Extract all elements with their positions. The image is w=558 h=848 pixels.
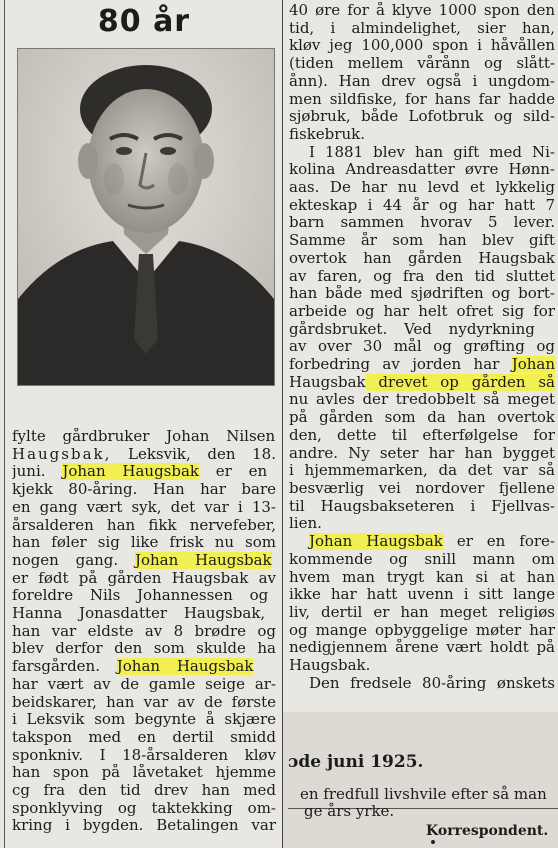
text-line: nedigjennem årene vært holdt på	[289, 639, 555, 657]
text-line: takspon med en dertil smidd	[12, 728, 276, 746]
text-line: Haugsbak.	[289, 657, 371, 675]
text-line: Johan Haugsbak er en fore-	[309, 533, 555, 551]
text-line: av faren, og fra den tid sluttet	[289, 267, 555, 285]
text-line: i Leksvik som begynte å skjære	[12, 711, 276, 729]
text-line: han føler sig like frisk nu som	[12, 534, 276, 552]
right-column-text	[289, 2, 555, 692]
text-line: beidskarer, han var av de første	[12, 693, 276, 711]
text-line: han spon på låvetaket hjemme	[12, 764, 276, 782]
text-line: liv, dertil er han meget religiøs	[289, 603, 555, 621]
text-line: sjøbruk, både Lofotbruk og sild-	[289, 108, 555, 126]
text-line: og mange opbyggelige møter har	[289, 621, 555, 639]
text-line: arbeide og har helt ofret sig for	[289, 302, 555, 320]
closing-text	[300, 786, 558, 820]
signature-dot	[431, 840, 435, 844]
text-line: foreldre Nils Johannessen og	[12, 587, 269, 605]
portrait-illustration	[18, 49, 274, 385]
text-line: Samme år som han blev gift	[289, 232, 555, 250]
text-line: han både med sjødriften og bort-	[289, 285, 555, 303]
text-line: blev derfor den som skulde ha	[12, 640, 276, 658]
text-line: nogen gang. Johan Haugsbak	[12, 551, 272, 569]
text-line: ikke har hatt uvenn i sitt lange	[289, 586, 555, 604]
text-line: sponklyving og taktekking om-	[12, 799, 276, 817]
text-line: kring i bygden. Betalingen var	[12, 817, 276, 835]
portrait-photo	[17, 48, 275, 386]
headline: 80 år	[97, 4, 191, 39]
text-line: tid, i almindelighet, sier han,	[289, 19, 555, 37]
text-line: farsgården. Johan Haugsbak	[12, 658, 254, 676]
text-line: besværlig vei nordover fjellene	[289, 479, 555, 497]
text-line: en gang vært syk, det var i 13-	[12, 498, 276, 516]
text-line: Haugsbak, Leksvik, den 18.	[12, 445, 276, 463]
text-line: hvem man trygt kan si at han	[289, 568, 555, 586]
text-line: 40 øre for å klyve 1000 spon den	[289, 2, 555, 19]
text-line: I 1881 blev han gift med Ni-	[309, 143, 555, 161]
text-line: sponkniv. I 18-årsalderen kløv	[12, 746, 276, 764]
highlighted-name: Johan	[511, 356, 555, 374]
text-line: forbedring av jorden har Johan	[289, 356, 555, 374]
text-line: han var eldste av 8 brødre og	[12, 622, 276, 640]
correspondent-signature: Korrespondent.	[426, 823, 549, 839]
text-line: Haugsbak drevet op gården så	[289, 373, 555, 391]
text-line: lien.	[289, 515, 322, 533]
highlighted-name: Johan Haugsbak	[116, 658, 254, 676]
text-line: Den fredsele 80-åring ønskets	[309, 674, 555, 692]
left-column-rule	[4, 0, 5, 848]
closing-line-1: en fredfull livshvile efter så man	[300, 785, 547, 803]
text-line: ekteskap i 44 år og har hatt 7	[289, 196, 555, 214]
text-line: juni. Johan Haugsbak er en	[12, 463, 268, 481]
text-line: har vært av de gamle seige ar-	[12, 675, 276, 693]
text-line: (tiden mellem vårånn og slått-	[289, 55, 555, 73]
text-line: kjekk 80-åring. Han har bare	[12, 481, 276, 499]
text-line: cg fra den tid drev han med	[12, 782, 276, 800]
text-line: barn sammen hvorav 5 lever.	[289, 214, 555, 232]
text-line: fiskebruk.	[289, 125, 365, 143]
text-line: årsalderen han fikk nervefeber,	[12, 516, 276, 534]
text-line: den, dette til efterfølgelse for	[289, 426, 555, 444]
highlighted-name: Johan Haugsbak	[309, 533, 443, 551]
text-line: kløv jeg 100,000 spon i håvållen	[289, 37, 555, 55]
highlighted-name: Johan Haugsbak	[134, 551, 272, 569]
left-column-text	[12, 428, 276, 835]
text-line: aas. De har nu levd et lykkelig	[289, 179, 555, 197]
text-line: av over 30 mål og grøfting og	[289, 338, 555, 356]
text-line: andre. Ny seter har han bygget	[289, 444, 555, 462]
text-line: men sildfiske, for hans far hadde	[289, 90, 555, 108]
highlighted-name: drevet op gården så	[365, 373, 555, 391]
text-line: Hanna Jonasdatter Haugsbak,	[12, 605, 266, 623]
text-line: er født på gården Haugsbak av	[12, 569, 276, 587]
text-line: på gården som da han overtok	[289, 409, 555, 427]
text-line: nu avles der tredobbelt så meget	[289, 391, 555, 409]
closing-line-2: ge års yrke.	[304, 802, 395, 820]
text-line: ånn). Han drev også i ungdom-	[289, 72, 555, 90]
text-line: i hjemmemarken, da det var så	[289, 462, 555, 480]
highlighted-name: Johan Haugsbak	[62, 463, 200, 481]
date-line: ɔde juni 1925.	[288, 752, 424, 772]
text-line: gårdsbruket. Ved nydyrkning	[289, 320, 535, 338]
text-line: til Haugsbakseteren i Fjellvas-	[289, 497, 555, 515]
text-line: fylte gårdbruker Johan Nilsen	[12, 428, 276, 445]
text-line: kommende og snill mann om	[289, 550, 555, 568]
text-line: kolina Andreasdatter øvre Hønn-	[289, 161, 555, 179]
text-line: overtok han gården Haugsbak	[289, 249, 555, 267]
